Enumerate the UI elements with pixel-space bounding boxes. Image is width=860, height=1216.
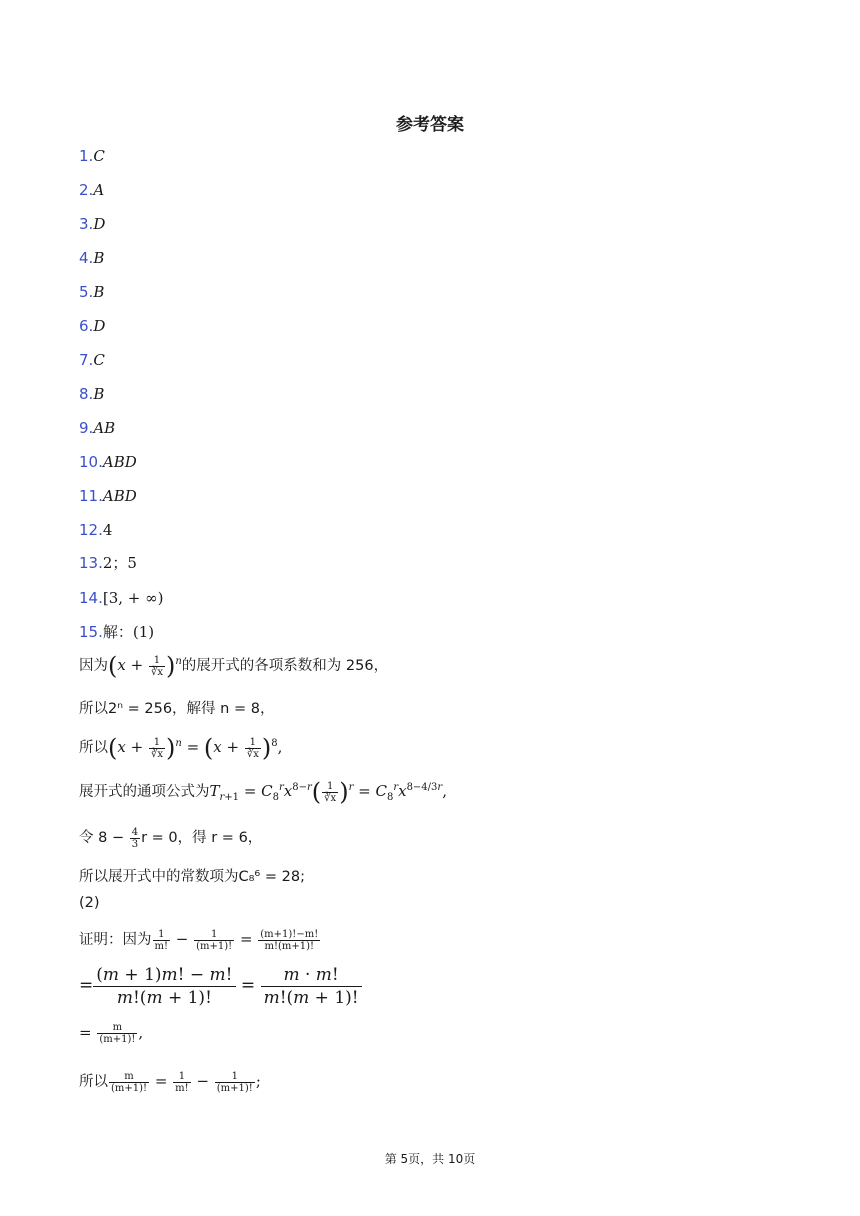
solution-text: r = 0，得 r = 6， <box>141 830 263 846</box>
answer-number: 3. <box>79 215 94 233</box>
answer-number: 8. <box>79 385 94 403</box>
answer-item <box>79 350 105 370</box>
solution-text: 证明：因为 <box>79 932 152 948</box>
solution-line-8: 证明：因为 $\frac{1}{m!}$ − $\frac{1}{(m+1)!}$ = $\frac{(m+1)!-m!}{m!(m+1)!}$ <box>79 928 319 952</box>
answer-item <box>79 146 105 166</box>
solution-line-4: 展开式的通项公式为$T_{r+1} = C_8^rx^{8-r}$( $\frac{1}{∛x}$ )$^r = C_8^rx^{8-4/3r}$, <box>79 778 447 806</box>
solution-text: 所以2ⁿ = 256，解得 n = 8， <box>79 701 275 717</box>
answer-item <box>79 418 115 438</box>
answer-item <box>79 384 104 404</box>
solution-text: 所以展开式中的常数项为C₈⁶ = 28; <box>79 869 305 885</box>
answer-item <box>79 486 137 506</box>
answer-value: D <box>93 317 106 335</box>
answer-number: 5. <box>79 283 94 301</box>
page-title: 参考答案 <box>396 115 464 135</box>
answer-value: [3, + ∞) <box>102 589 164 607</box>
answer-number: 4. <box>79 249 94 267</box>
answer-item <box>79 316 105 336</box>
answer-item <box>79 553 137 573</box>
answer-value: C <box>93 351 105 369</box>
page-footer: 第 5页，共 10页 <box>384 1152 476 1166</box>
answer-value: D <box>93 215 106 233</box>
solution-text: 展开式的通项公式为 <box>79 784 210 800</box>
answer-item <box>79 520 112 540</box>
answer-value: 2；5 <box>102 554 137 572</box>
solution-line-6 <box>79 865 305 886</box>
answer-value: A <box>93 181 105 199</box>
solution-text: 所以 <box>79 1074 108 1090</box>
solution-text: (2) <box>79 895 100 911</box>
answer-number: 15. <box>79 623 103 641</box>
answer-number: 10. <box>79 453 103 471</box>
solution-line-9: = $\frac{(m + 1)m! - m!}{m!(m + 1)!}$ = $\frac{m \cdot m!}{m!(m + 1)!}$ <box>79 964 362 1009</box>
solution-text: 令 8 − <box>79 830 129 846</box>
solution-line-2 <box>79 697 274 718</box>
solution-line-10: = $\frac{m}{(m+1)!}$ , <box>79 1022 144 1045</box>
answer-value: ABD <box>102 453 137 471</box>
answer-number: 2. <box>79 181 94 199</box>
answer-item <box>79 452 137 472</box>
answer-item <box>79 180 104 200</box>
answer-number: 12. <box>79 521 103 539</box>
answer-value: AB <box>93 419 116 437</box>
answer-item <box>79 282 104 302</box>
answer-value: ABD <box>102 487 137 505</box>
answer-number: 1. <box>79 147 94 165</box>
solution-line-5: 令 8 − $\frac{4}{3}$ r = 0，得 r = 6， <box>79 826 263 850</box>
solution-line-7 <box>79 893 100 911</box>
answer-number: 7. <box>79 351 94 369</box>
solution-line-3: 所以(x + $\frac{1}{∛x}$ )$^n$ = (x + $\frac{1}{∛x}$ )$^8$, <box>79 734 283 762</box>
answer-number: 13. <box>79 554 103 572</box>
answer-item <box>79 622 154 642</box>
solution-line-1: 因为(x + $\frac{1}{∛x}$ )$^n$的展开式的各项系数和为 256， <box>79 652 389 680</box>
solution-text: 所以 <box>79 740 108 756</box>
answer-value: 解：(1) <box>102 623 155 641</box>
solution-text: 的展开式的各项系数和为 256， <box>181 658 389 674</box>
answer-item <box>79 248 104 268</box>
answer-number: 9. <box>79 419 94 437</box>
answer-value: B <box>93 385 105 403</box>
answer-value: B <box>93 249 105 267</box>
answer-number: 14. <box>79 589 103 607</box>
answer-value: B <box>93 283 105 301</box>
solution-line-11: 所以 $\frac{m}{(m+1)!}$ = $\frac{1}{m!}$ − $\frac{1}{(m+1)!}$ ; <box>79 1070 261 1094</box>
solution-text: 因为 <box>79 658 108 674</box>
answer-value: 4 <box>102 521 113 539</box>
answer-value: C <box>93 147 105 165</box>
answer-item <box>79 588 163 608</box>
answer-item <box>79 214 105 234</box>
answer-number: 6. <box>79 317 94 335</box>
answer-number: 11. <box>79 487 103 505</box>
